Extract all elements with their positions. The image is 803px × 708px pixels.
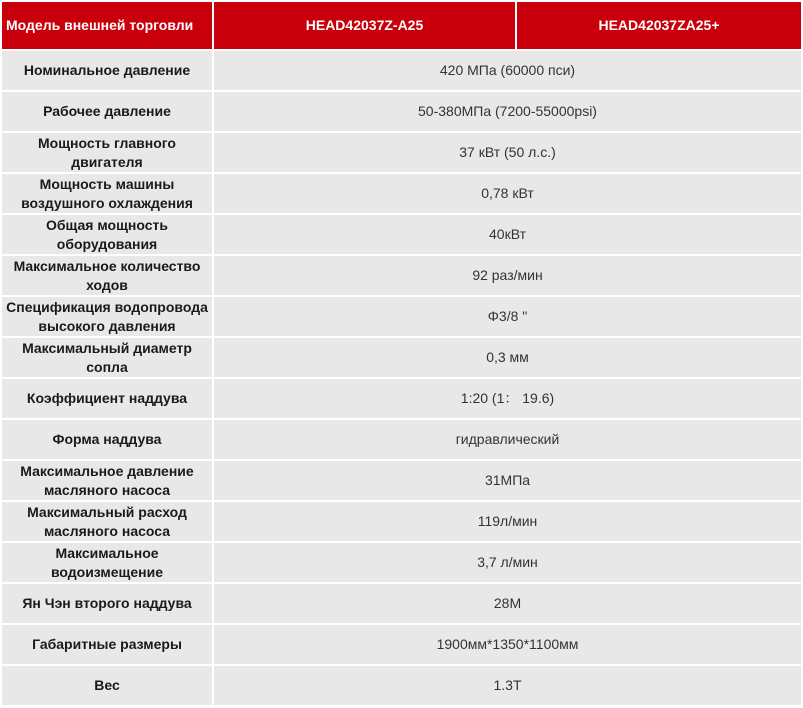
row-value: Φ3/8 " xyxy=(214,297,801,336)
row-label: Общая мощность оборудования xyxy=(2,215,212,254)
row-value: 37 кВт (50 л.с.) xyxy=(214,133,801,172)
row-label: Мощность машины воздушного охлаждения xyxy=(2,174,212,213)
row-value: 28М xyxy=(214,584,801,623)
row-value: 1:20 (1： 19.6) xyxy=(214,379,801,418)
row-label: Ян Чэн второго наддува xyxy=(2,584,212,623)
row-value: 40кВт xyxy=(214,215,801,254)
table-row xyxy=(2,338,801,377)
table-row xyxy=(2,379,801,418)
row-value: 0,78 кВт xyxy=(214,174,801,213)
table-row xyxy=(2,256,801,295)
row-label: Вес xyxy=(2,666,212,705)
table-row xyxy=(2,502,801,541)
row-value: 1.3Т xyxy=(214,666,801,705)
row-value: 420 МПа (60000 пси) xyxy=(214,51,801,90)
table-row xyxy=(2,174,801,213)
row-label: Максимальное давление масляного насоса xyxy=(2,461,212,500)
row-label: Коэффициент наддува xyxy=(2,379,212,418)
row-value: 31МПа xyxy=(214,461,801,500)
table-row xyxy=(2,92,801,131)
table-row xyxy=(2,133,801,172)
row-label: Габаритные размеры xyxy=(2,625,212,664)
row-value: 0,3 мм xyxy=(214,338,801,377)
header-model-a25-plus: HEAD42037ZA25+ xyxy=(517,2,801,49)
header-row xyxy=(2,2,801,49)
row-label: Максимальный диаметр сопла xyxy=(2,338,212,377)
row-label: Рабочее давление xyxy=(2,92,212,131)
table-row xyxy=(2,297,801,336)
row-value: 92 раз/мин xyxy=(214,256,801,295)
row-value: 1900мм*1350*1100мм xyxy=(214,625,801,664)
row-label: Номинальное давление xyxy=(2,51,212,90)
table-row xyxy=(2,584,801,623)
table-row xyxy=(2,461,801,500)
row-value: 3,7 л/мин xyxy=(214,543,801,582)
header-model-label: Модель внешней торговли xyxy=(2,2,212,49)
row-label: Спецификация водопровода высокого давления xyxy=(2,297,212,336)
row-value: 50-380МПа (7200-55000psi) xyxy=(214,92,801,131)
row-value: гидравлический xyxy=(214,420,801,459)
table-row xyxy=(2,543,801,582)
table-row xyxy=(2,215,801,254)
row-value: 119л/мин xyxy=(214,502,801,541)
table-row xyxy=(2,51,801,90)
header-model-a25: HEAD42037Z-A25 xyxy=(214,2,515,49)
table-row xyxy=(2,625,801,664)
table-row xyxy=(2,666,801,705)
row-label: Мощность главного двигателя xyxy=(2,133,212,172)
table-row xyxy=(2,420,801,459)
row-label: Максимальное количество ходов xyxy=(2,256,212,295)
row-label: Форма наддува xyxy=(2,420,212,459)
row-label: Максимальное водоизмещение xyxy=(2,543,212,582)
row-label: Максимальный расход масляного насоса xyxy=(2,502,212,541)
